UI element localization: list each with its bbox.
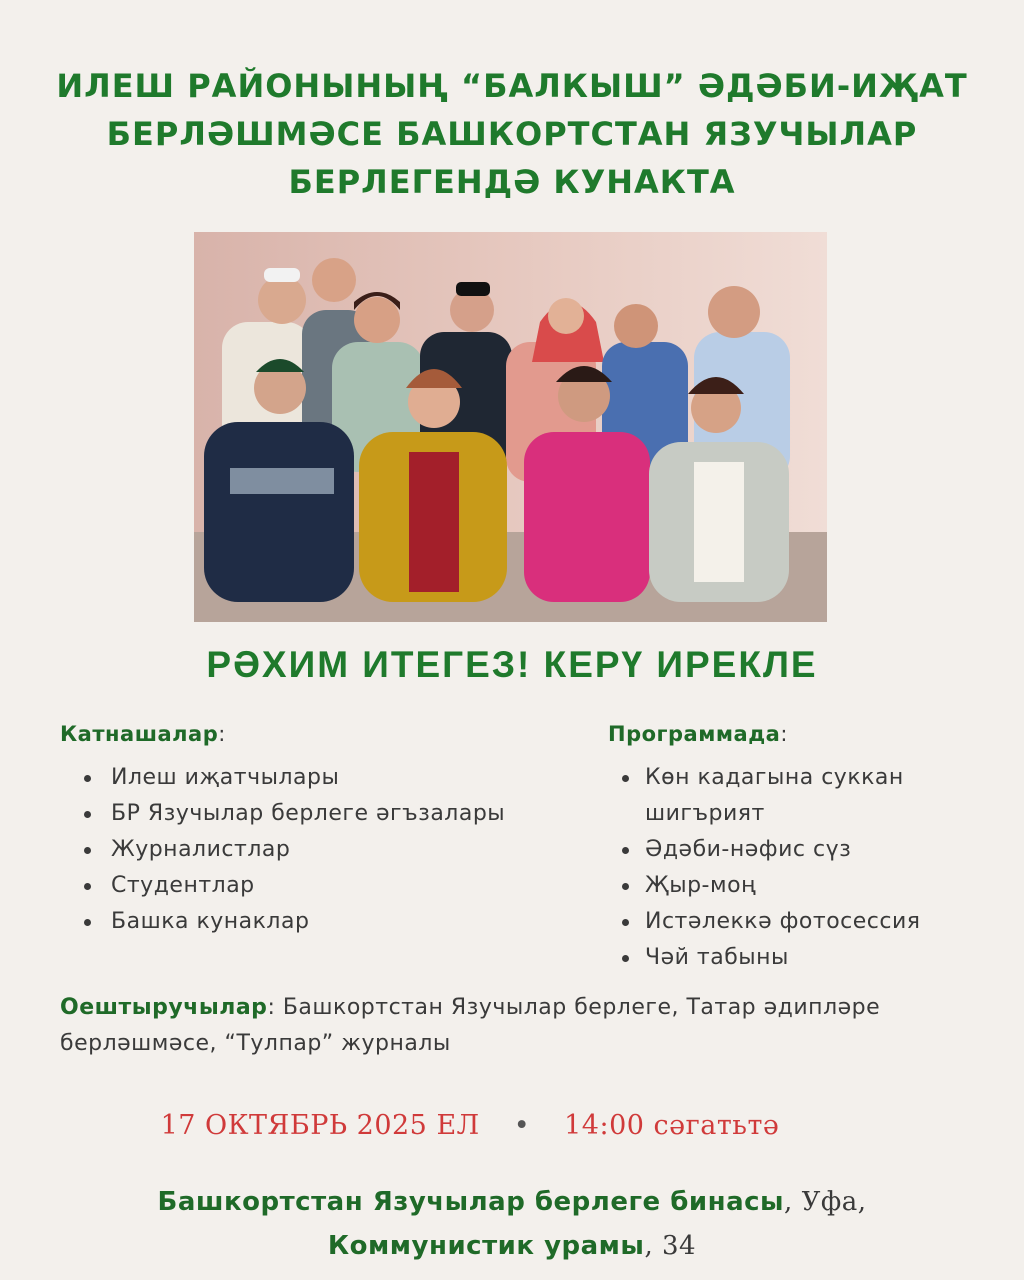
list-item-text: Җыр-моң [645,873,757,898]
list-item [60,760,540,796]
bullet-icon [84,919,91,926]
program-label: Программада [608,722,781,746]
program-colon: : [780,722,788,746]
organizers-label: Оештыручылар [60,995,268,1020]
list-item [608,760,988,832]
bullet-icon [622,847,629,854]
event-address [0,1180,1024,1268]
list-item-text: Истәлеккә фотосессия [645,909,921,934]
list-item-text: Башка кунаклар [111,909,310,934]
list-item [60,796,540,832]
title-line-3: БЕРЛЕГЕНДӘ КУНАКТА [288,163,736,201]
event-time: 14:00 сәгатьтә [564,1110,780,1141]
event-date: 17 ОКТЯБРЬ 2025 ЕЛ [160,1110,480,1141]
program-section [608,716,988,976]
page-title [40,62,984,206]
bullet-icon [84,775,91,782]
welcome-heading: РӘХИМ ИТЕГЕЗ! КЕРҮ ИРЕКЛЕ [206,644,818,685]
bullet-icon [622,883,629,890]
bullet-icon [622,919,629,926]
title-line-1: ИЛЕШ РАЙОНЫНЫҢ “БАЛКЫШ” ӘДӘБИ-ИҖАТ [56,67,968,105]
participants-section [60,716,540,940]
participants-heading [60,716,540,752]
bullet-icon [622,775,629,782]
organizers-text: : Башкортстан Язучылар берлеге, Татар әдипләре берләшмәсе, “Тулпар” журналы [60,995,881,1056]
list-item [608,832,988,868]
list-item-text: Журналистлар [111,837,291,862]
address-line1-bold: Башкортстан Язучылар берлеге бинасы [157,1187,785,1217]
address-line2-rest: , 34 [644,1231,697,1261]
list-item-text: Әдәби-нәфис сүз [645,837,852,862]
address-line1-rest: , Уфа, [784,1187,867,1217]
list-item-text: Студентлар [111,873,255,898]
list-item-text: Көн кадагына суккан шигърият [645,765,904,826]
bullet-icon [622,955,629,962]
list-item-text: Чәй табыны [645,945,789,970]
bullet-icon [84,847,91,854]
bullet-icon [84,883,91,890]
list-item [608,868,988,904]
list-item [60,832,540,868]
list-item [608,940,988,976]
group-photo-icon [194,232,827,622]
event-datetime [0,1110,940,1141]
organizers-paragraph [60,990,980,1062]
program-heading [608,716,988,752]
separator-dot: • [513,1110,531,1141]
group-photo [194,232,827,622]
participants-label: Катнашалар [60,722,219,746]
list-item-text: Илеш иҗатчылары [111,765,340,790]
program-list [608,760,988,976]
address-line2-bold: Коммунистик урамы [327,1231,645,1261]
participants-list [60,760,540,940]
list-item [608,904,988,940]
list-item-text: БР Язучылар берлеге әгъзалары [111,801,506,826]
list-item [60,904,540,940]
list-item [60,868,540,904]
title-line-2: БЕРЛӘШМӘСЕ БАШКОРТСТАН ЯЗУЧЫЛАР [106,115,918,153]
participants-colon: : [218,722,226,746]
bullet-icon [84,811,91,818]
